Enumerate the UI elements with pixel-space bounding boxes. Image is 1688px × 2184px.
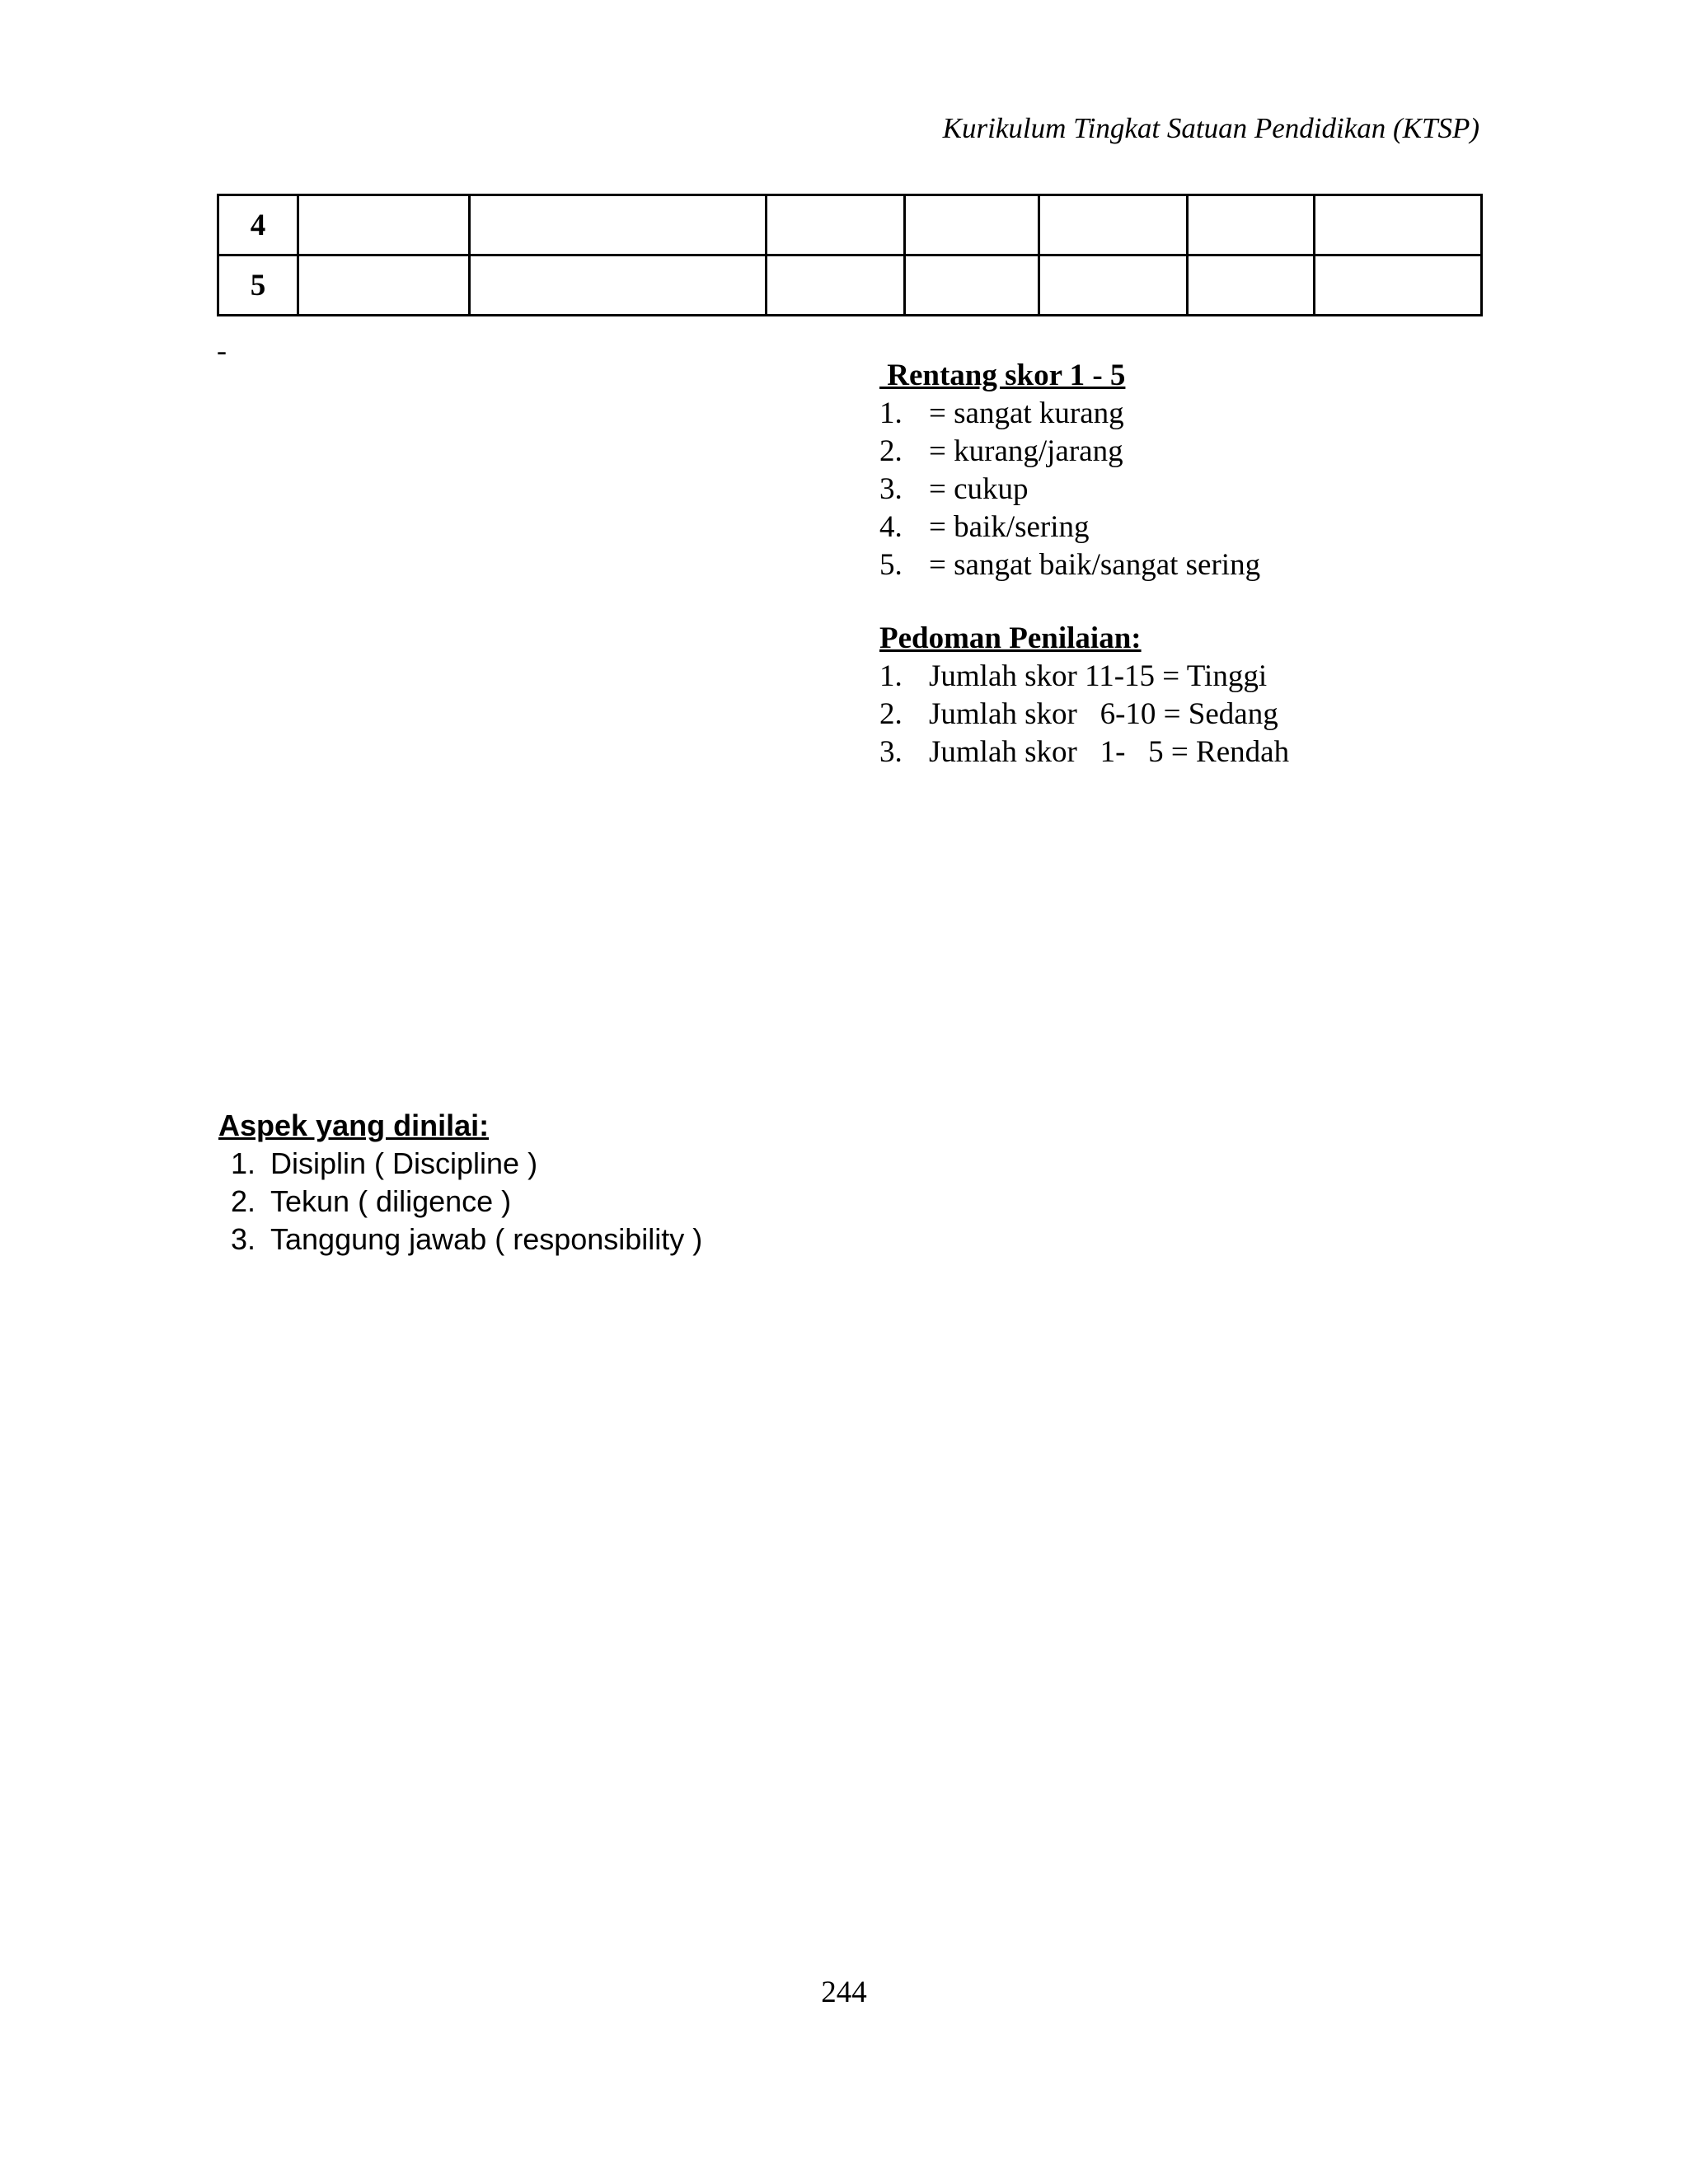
- list-text: Jumlah skor 11-15 = Tinggi: [929, 659, 1268, 693]
- table-cell: [1315, 195, 1482, 255]
- list-text: Disiplin ( Discipline ): [270, 1146, 538, 1180]
- list-item: [879, 546, 1260, 584]
- list-number: 2.: [231, 1184, 256, 1218]
- list-item: [218, 1145, 702, 1183]
- running-header: Kurikulum Tingkat Satuan Pendidikan (KTSP): [942, 112, 1479, 144]
- list-text: = kurang/jarang: [929, 434, 1123, 468]
- list-text: = cukup: [929, 472, 1029, 506]
- score-range-title: Rentang skor 1 - 5: [879, 359, 1126, 392]
- dash-mark: -: [217, 334, 227, 367]
- page-number: 244: [821, 1975, 867, 2009]
- list-text: = sangat baik/sangat sering: [929, 548, 1261, 582]
- list-number: 4.: [879, 510, 903, 544]
- table-row: [218, 195, 1482, 255]
- table-cell: [470, 195, 767, 255]
- table-cell: [1188, 255, 1315, 316]
- list-text: = sangat kurang: [929, 396, 1124, 430]
- list-number: 2.: [879, 697, 903, 731]
- list-number: 2.: [879, 434, 903, 468]
- list-text: Jumlah skor 6-10 = Sedang: [929, 697, 1278, 731]
- list-item: [879, 658, 1289, 696]
- list-number: 3.: [879, 472, 903, 506]
- table-cell: [470, 255, 767, 316]
- score-range-section: [879, 357, 1260, 584]
- table-cell: [905, 195, 1039, 255]
- list-item: [879, 433, 1260, 471]
- table-cell: [1039, 255, 1188, 316]
- table-cell: [767, 255, 905, 316]
- table-cell: [298, 255, 470, 316]
- list-number: 1.: [879, 396, 903, 430]
- list-text: Tanggung jawab ( responsibility ): [270, 1222, 703, 1256]
- assessed-aspects-section: [218, 1107, 702, 1258]
- table-cell: [298, 195, 470, 255]
- list-item: [879, 733, 1289, 771]
- list-item: [879, 395, 1260, 433]
- table-cell: [1188, 195, 1315, 255]
- table-cell: [905, 255, 1039, 316]
- table-cell: [1039, 195, 1188, 255]
- list-number: 3.: [879, 735, 903, 769]
- list-item: [879, 696, 1289, 733]
- list-item: [218, 1183, 702, 1221]
- list-number: 1.: [879, 659, 903, 693]
- table-row: [218, 255, 1482, 316]
- list-item: [879, 471, 1260, 509]
- list-item: [218, 1221, 702, 1258]
- table-cell: [1315, 255, 1482, 316]
- assessed-aspects-title: Aspek yang dinilai:: [218, 1108, 490, 1142]
- score-table: [217, 194, 1483, 316]
- list-number: 1.: [231, 1146, 256, 1180]
- row-number-cell: 5: [218, 255, 298, 316]
- list-item: [879, 509, 1260, 546]
- assessment-guide-section: [879, 620, 1289, 771]
- list-number: 5.: [879, 548, 903, 582]
- row-number-cell: 4: [218, 195, 298, 255]
- list-text: Jumlah skor 1- 5 = Rendah: [929, 735, 1290, 769]
- assessment-guide-title: Pedoman Penilaian:: [879, 621, 1142, 655]
- list-text: = baik/sering: [929, 510, 1090, 544]
- table-cell: [767, 195, 905, 255]
- list-number: 3.: [231, 1222, 256, 1256]
- list-text: Tekun ( diligence ): [270, 1184, 512, 1218]
